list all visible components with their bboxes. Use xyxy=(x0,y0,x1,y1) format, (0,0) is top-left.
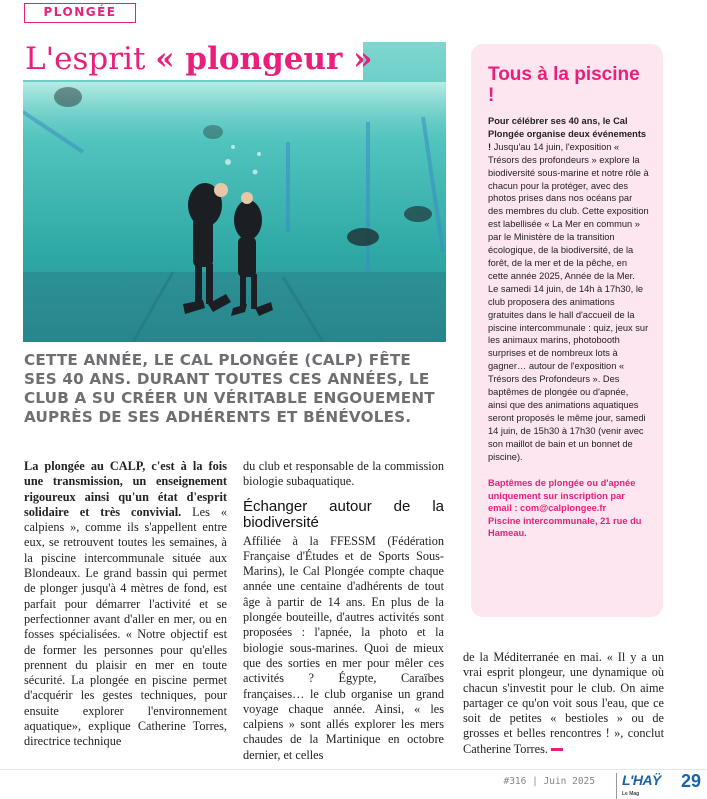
logo-subtext: Le Mag xyxy=(622,791,640,797)
article-column-2 xyxy=(243,459,444,763)
column-1-text: Les « calpiens », comme ils s'appellent entre eux, se retrouvent toutes les semaines, à la piscine intercommunale située aux Blondeaux. Le grand bassin qui permet de plonger jusqu'à 4 mètres de fond, est parfait pour démarrer l'activité et se perfectionner avant d'aller en mer, ou en fosses spécialisées. « Notre objectif est de former les personnes pour qu'elles prennent du plaisir en mer en toute sécurité. La plongée en piscine permet d'acquérir les gestes techniques, pour ensuite explorer l'environnement aquatique», explique Catherine Torres, directrice technique xyxy=(24,504,227,749)
sidebar-intro: Pour célébrer ses 40 ans, le Cal Plongée organise deux événements ! xyxy=(488,116,647,152)
logo-text: L'HAŸ xyxy=(622,772,661,788)
sidebar-contact xyxy=(488,477,649,539)
page-number: 29 xyxy=(680,771,701,791)
sidebar-body xyxy=(488,115,649,463)
article-lead: CETTE ANNÉE, LE CAL PLONGÉE (CALP) FÊTE SES 40 ANS. DURANT TOUTES CES ANNÉES, LE CLUB A SU CRÉER UN VÉRITABLE ENGOUEMENT AUPRÈS DE SES ADHÉRENTS ET BÉNÉVOLES. xyxy=(24,351,435,426)
sidebar-box xyxy=(471,44,663,617)
page-footer xyxy=(0,767,707,799)
sidebar-paragraph-2: Le samedi 14 juin, de 14h à 17h30, le club proposera des animations gratuites dans le hall d'accueil de la piscine intercommunale : quiz, jeux sur les animaux marins, photobooth surprises et de nombreux lots à gagner… autour de l'exposition « Trésors des Profondeurs ». Des baptêmes de plongée ou d'apnée, ainsi que des animations aquatiques seront proposés le même jour, samedi 14 juin, de 15h30 à 17h30 (venir avec son maillot de bain et un bonnet de piscine). xyxy=(488,283,649,462)
column-2-top: du club et responsable de la commission biologie subaquatique. xyxy=(243,459,444,489)
article-title xyxy=(23,41,373,80)
title-plain: L'esprit xyxy=(25,41,156,77)
end-mark-icon xyxy=(551,748,563,751)
contact-line-1: Baptêmes de plongée ou d'apnée uniquement sur inscription par email : com@calplongee.fr xyxy=(488,478,636,514)
column-2-text: Affiliée à la FFESSM (Fédération Française d'Études et de Sports Sous-Marins), le Cal Plongée compte chaque année une centaine d'adhérents de tout âge à partir de 14 ans. En plus de la plongée bouteille, d'autres activités sont proposées : l'apnée, la photo et la biologie sous-marines. Quoi de mieux que des sorties en mer pour mêler ces activités ? Égypte, Caraïbes françaises… le club organise un grand voyage chaque année. Ainsi, « les calpiens » sont allés explorer les mers chaudes de la Martinique en octobre dernier, et celles xyxy=(243,533,444,762)
intro-bold: La plongée au CALP, c'est à la fois une transmission, un enseignement rigoureux ainsi qu'un état d'esprit solidaire et très convivial. xyxy=(24,459,227,519)
contact-line-2: Piscine intercommunale, 21 rue du Hameau. xyxy=(488,515,642,539)
column-3-text: de la Méditerranée en mai. « Il y a un vrai esprit plongeur, une dynamique où chacun s'investit pour le club. On aime partager ce qu'on voit sous l'eau, que ce soit de petites « bestioles » ou de grosses et belles rencontres ! », conclut Catherine Torres. xyxy=(463,650,664,756)
section-kicker: PLONGÉE xyxy=(24,3,136,23)
sidebar-paragraph-1: Jusqu'au 14 juin, l'exposition « Trésors des profondeurs » explore la biodiversité sous-marine et notre rôle à chacun pour la protéger, avec des photos prises dans nos océans par des membres du club. Cette exposition est labellisée « La Mer en commun » par le Ministère de la transition écologique, de la biodiversité, de la forêt, de la mer et de la pêche, en cette année 2025, Année de la Mer. xyxy=(488,141,649,281)
footer-divider xyxy=(0,769,707,770)
subheading: Échanger autour de la biodiversité xyxy=(243,497,444,531)
magazine-logo xyxy=(616,773,661,799)
sidebar-title: Tous à la piscine ! xyxy=(488,64,640,106)
issue-info: #316 | Juin 2025 xyxy=(503,776,595,787)
underwater-photo xyxy=(23,42,446,342)
article-column-1 xyxy=(24,459,227,750)
pool-divers-illustration xyxy=(23,42,446,342)
article-column-3 xyxy=(463,650,664,757)
title-bold: « plongeur » xyxy=(155,41,373,77)
